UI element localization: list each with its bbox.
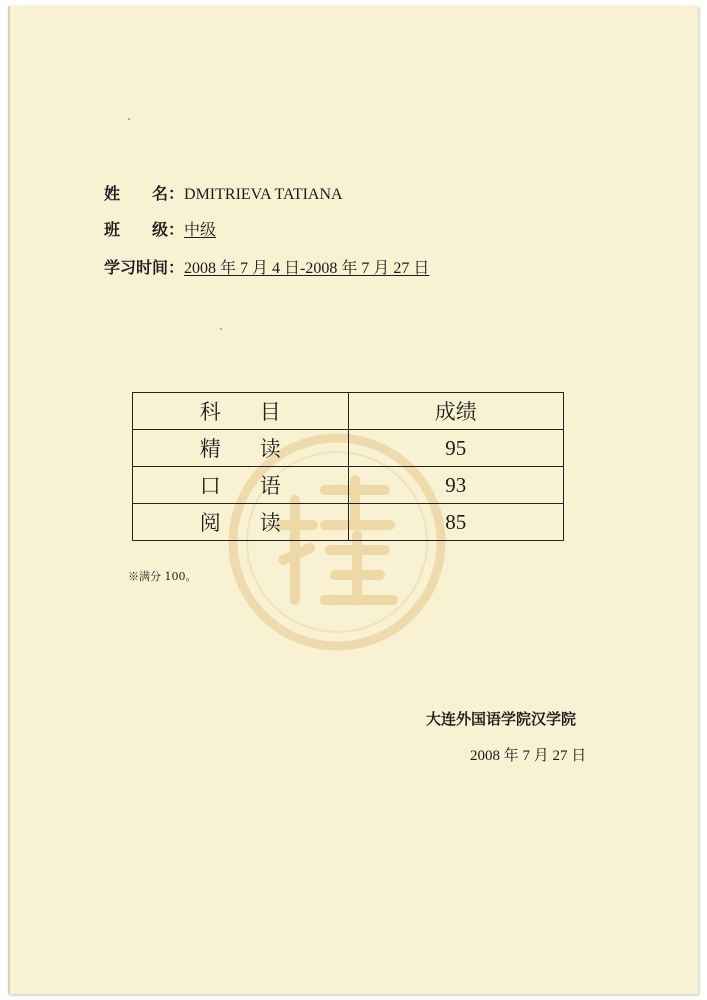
class-value: 中级 [184,222,217,239]
period-label: 学习时间： [104,258,185,277]
paper-edge [8,6,10,994]
paper-speck [220,328,222,330]
score-cell: 85 [348,504,564,541]
subject-char-1: 阅 [199,511,221,535]
full-score-note: ※满分 100。 [128,570,197,583]
score-cell: 95 [348,430,564,467]
period-value: 2008 年 7 月 4 日-2008 年 7 月 27 日 [184,260,430,277]
subject-cell [133,430,349,467]
paper-speck [128,118,130,120]
score-cell: 93 [348,467,564,504]
score-table [132,392,564,541]
subject-char-1: 口 [199,474,221,498]
subject-char-2: 语 [259,474,281,498]
subject-cell [133,504,349,541]
header-subject-char-1: 科 [199,400,221,424]
subject-char-2: 读 [259,511,281,535]
name-line [104,184,343,205]
table-row [133,467,564,504]
subject-char-1: 精 [199,437,221,461]
issue-date: 2008 年 7 月 27 日 [470,748,587,764]
class-label: 班 级： [104,220,185,239]
table-header-row [133,393,564,430]
issuer-name: 大连外国语学院汉学院 [426,710,577,728]
name-label: 姓 名： [104,184,185,203]
header-subject [133,393,349,430]
subject-char-2: 读 [259,437,281,461]
header-score: 成绩 [348,393,564,430]
header-subject-char-2: 目 [259,400,281,424]
table-row [133,430,564,467]
period-line [104,258,429,279]
name-value: DMITRIEVA TATIANA [184,186,343,203]
table-row [133,504,564,541]
class-line [104,220,216,241]
subject-cell [133,467,349,504]
